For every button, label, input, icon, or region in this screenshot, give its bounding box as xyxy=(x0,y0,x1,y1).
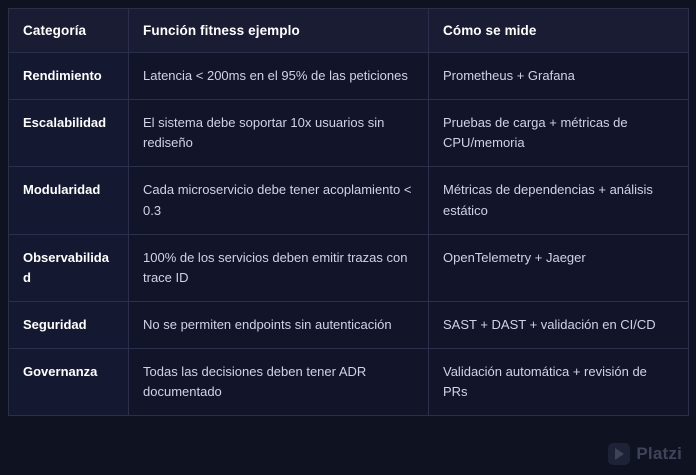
cell-example: Cada microservicio debe tener acoplamiento < 0.3 xyxy=(129,167,429,234)
table-row xyxy=(9,167,689,234)
cell-category: Seguridad xyxy=(9,301,129,348)
cell-category: Rendimiento xyxy=(9,53,129,100)
cell-example: Todas las decisiones deben tener ADR documentado xyxy=(129,349,429,416)
cell-measure: Métricas de dependencias + análisis estático xyxy=(429,167,689,234)
cell-category: Governanza xyxy=(9,349,129,416)
table-header-row xyxy=(9,9,689,53)
column-header-categoria: Categoría xyxy=(9,9,129,53)
table-row xyxy=(9,349,689,416)
cell-measure: Prometheus + Grafana xyxy=(429,53,689,100)
cell-example: 100% de los servicios deben emitir trazas con trace ID xyxy=(129,234,429,301)
column-header-como-se-mide: Cómo se mide xyxy=(429,9,689,53)
table-row xyxy=(9,53,689,100)
cell-measure: SAST + DAST + validación en CI/CD xyxy=(429,301,689,348)
cell-example: Latencia < 200ms en el 95% de las peticiones xyxy=(129,53,429,100)
watermark-label: Platzi xyxy=(636,444,682,463)
cell-example: El sistema debe soportar 10x usuarios sin rediseño xyxy=(129,100,429,167)
watermark xyxy=(608,443,682,465)
cell-example: No se permiten endpoints sin autenticación xyxy=(129,301,429,348)
cell-category: Escalabilidad xyxy=(9,100,129,167)
column-header-funcion-fitness: Función fitness ejemplo xyxy=(129,9,429,53)
table-header xyxy=(9,9,689,53)
cell-measure: Validación automática + revisión de PRs xyxy=(429,349,689,416)
cell-category: Modularidad xyxy=(9,167,129,234)
table-body xyxy=(9,53,689,416)
cell-measure: OpenTelemetry + Jaeger xyxy=(429,234,689,301)
play-logo-icon xyxy=(608,443,630,465)
fitness-functions-table xyxy=(8,8,689,416)
table-row xyxy=(9,100,689,167)
cell-category: Observabilidad xyxy=(9,234,129,301)
cell-measure: Pruebas de carga + métricas de CPU/memoria xyxy=(429,100,689,167)
table-row xyxy=(9,234,689,301)
table-row xyxy=(9,301,689,348)
